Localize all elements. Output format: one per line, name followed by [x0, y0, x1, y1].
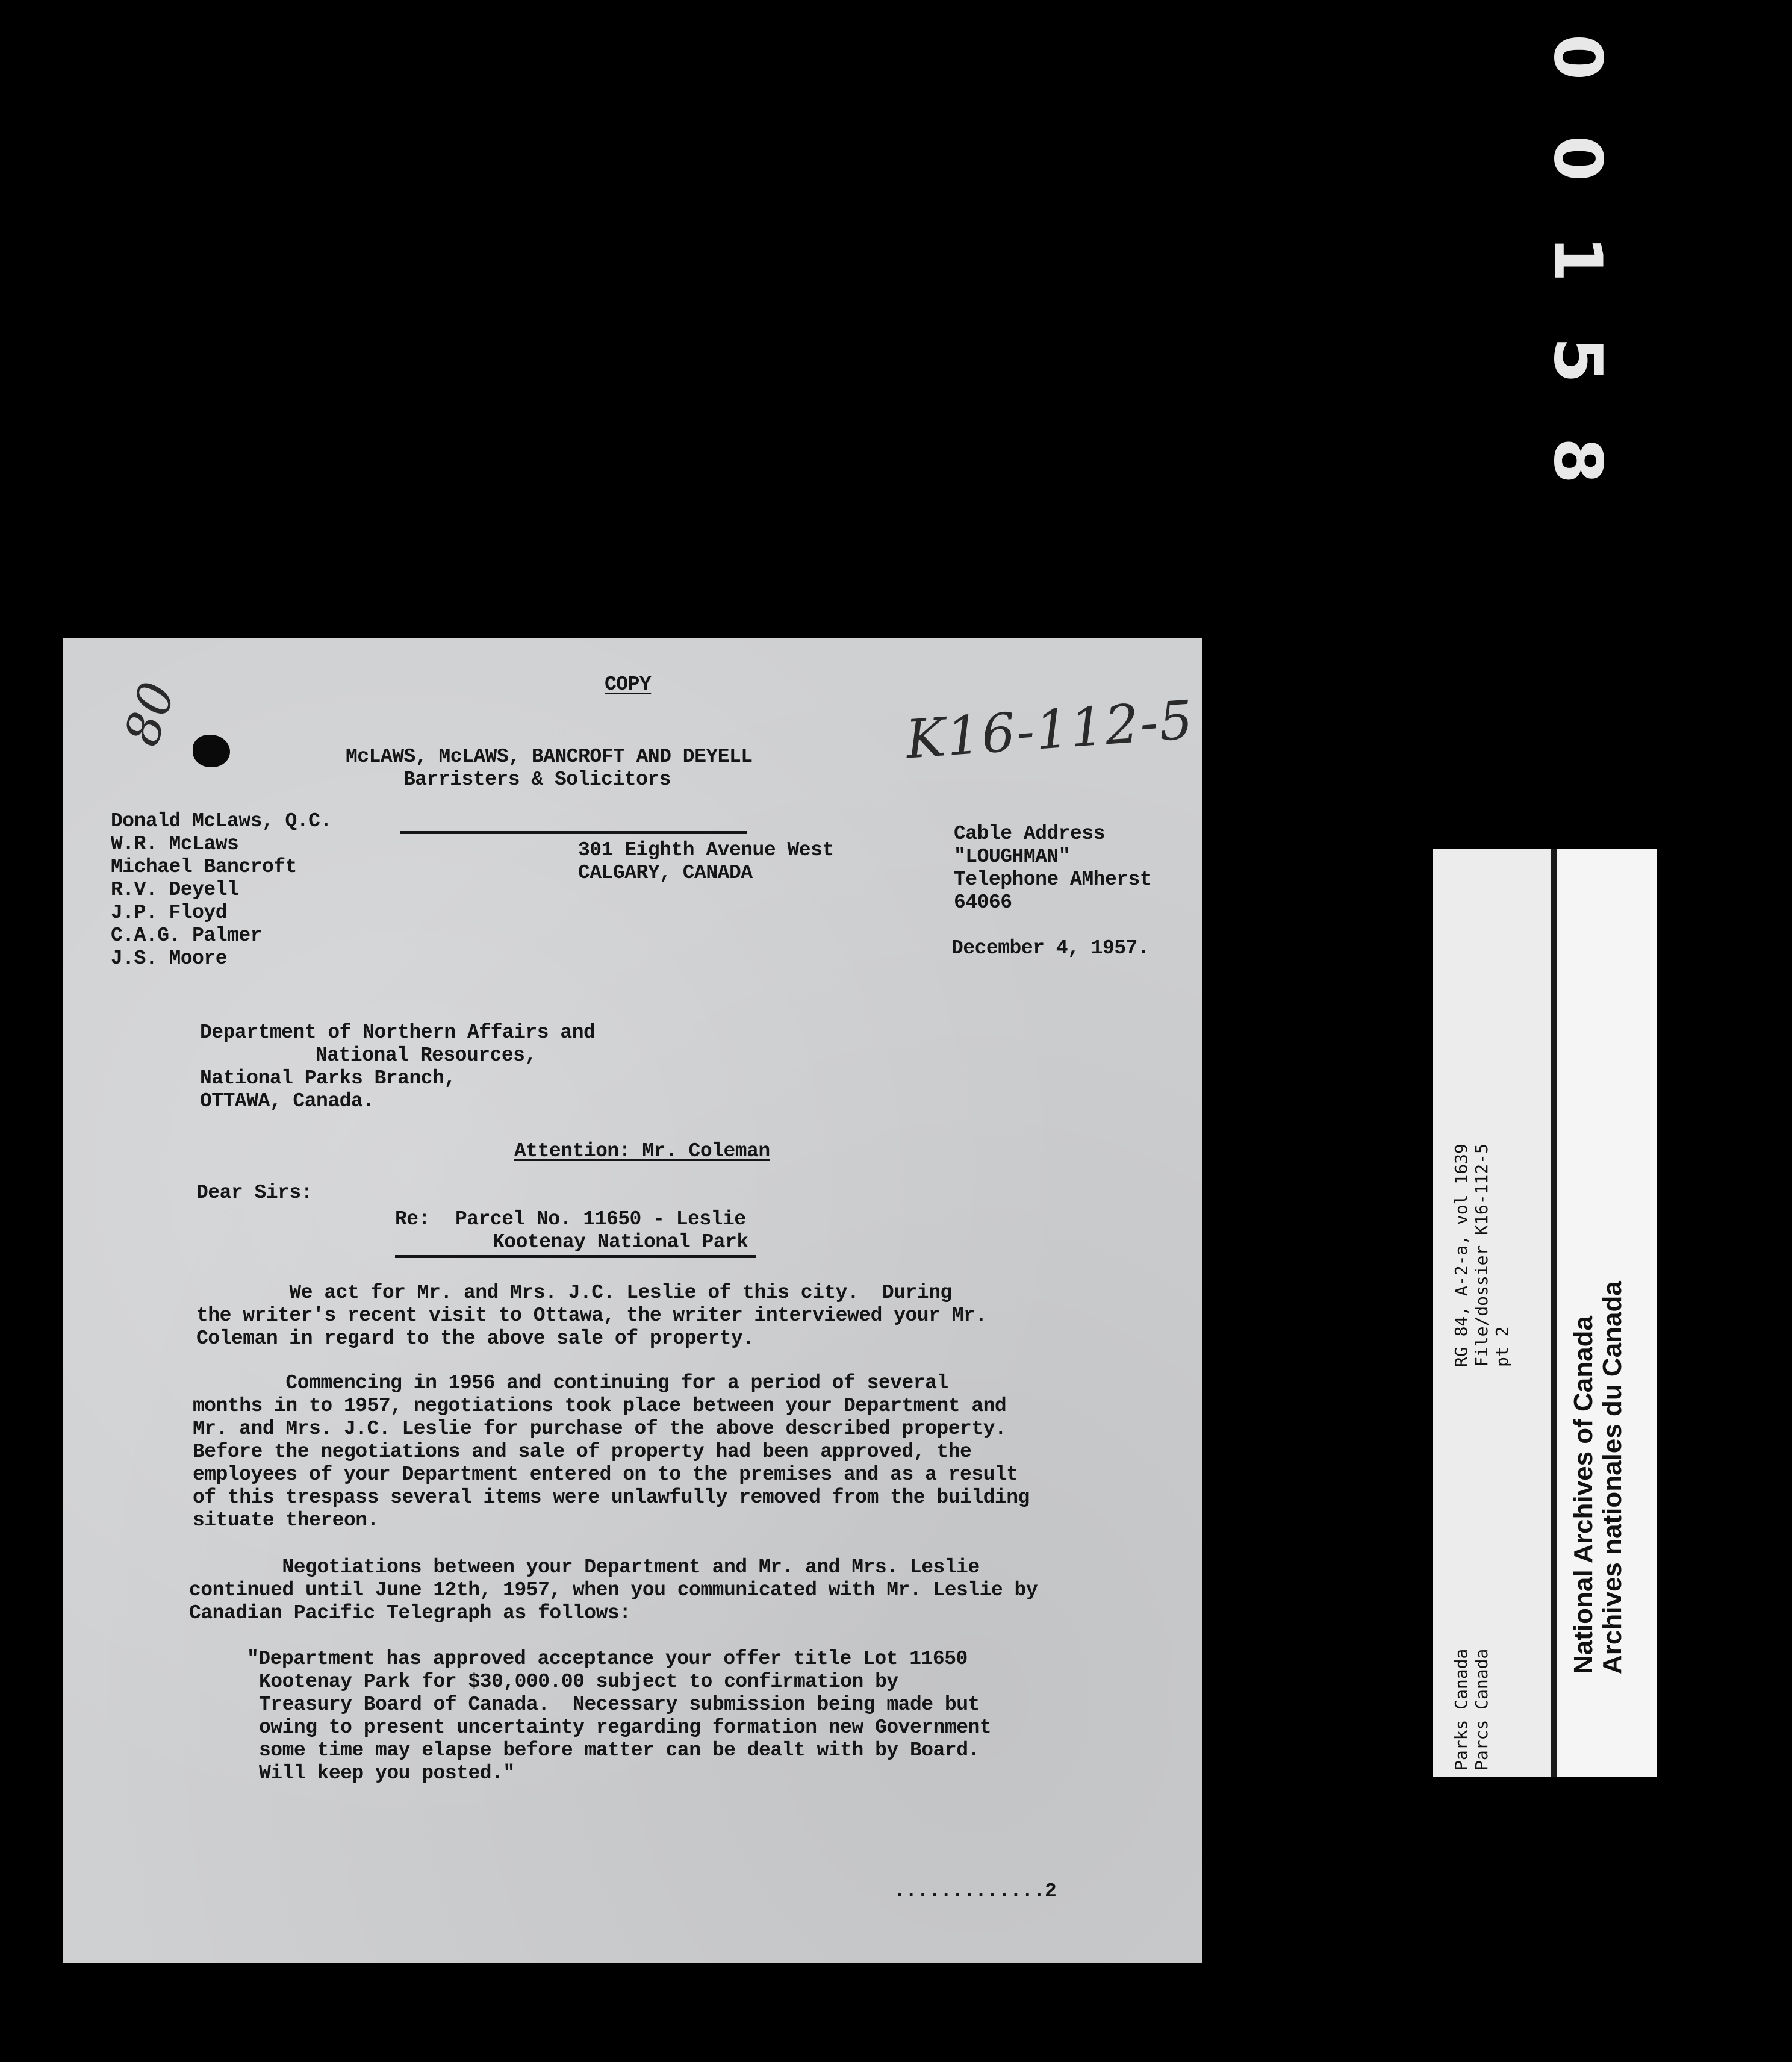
cable-line: 64066: [954, 891, 1012, 914]
address-city: CALGARY, CANADA: [578, 862, 753, 884]
archive-label: [1433, 849, 1657, 1777]
body-line: situate thereon.: [193, 1509, 379, 1531]
body-line: Commencing in 1956 and continuing for a period of several: [193, 1372, 948, 1394]
body-line: continued until June 12th, 1957, when you communicated with Mr. Leslie by: [189, 1579, 1038, 1601]
quote-line: Will keep you posted.": [259, 1762, 515, 1784]
re-label: Re:: [395, 1208, 430, 1230]
body-line: Canadian Pacific Telegraph as follows:: [189, 1602, 631, 1624]
body-line: Coleman in regard to the above sale of property.: [196, 1327, 754, 1350]
partner-name: R.V. Deyell: [111, 879, 239, 901]
reference-line: RG 84, A-2-a, vol 1639: [1451, 1144, 1471, 1367]
recipient-line: National Parks Branch,: [200, 1067, 456, 1089]
quote-line: owing to present uncertainty regarding formation new Government: [259, 1716, 992, 1739]
body-line: employees of your Department entered on to the premises and as a result: [193, 1463, 1018, 1486]
body-line: months in to 1957, negotiations took place between your Department and: [193, 1395, 1007, 1417]
partner-name: C.A.G. Palmer: [111, 924, 262, 947]
quote-line: "Department has approved acceptance your offer title Lot 11650: [247, 1648, 968, 1670]
firm-name: McLAWS, McLAWS, BANCROFT AND DEYELL: [346, 746, 753, 768]
recipient-line: National Resources,: [316, 1044, 537, 1067]
partner-name: Donald McLaws, Q.C.: [111, 810, 332, 832]
cable-line: Telephone AMherst: [954, 868, 1152, 891]
agency-line: Parks Canada: [1451, 1648, 1471, 1771]
attention-line: Attention: Mr. Coleman: [514, 1140, 770, 1162]
body-line: Mr. and Mrs. J.C. Leslie for purchase of the above described property.: [193, 1418, 1007, 1440]
agency-name: [1451, 1649, 1492, 1771]
ink-blot: [193, 735, 230, 767]
quote-line: Kootenay Park for $30,000.00 subject to confirmation by: [259, 1671, 898, 1693]
letter-page: [63, 638, 1202, 1963]
re-line-1: Parcel No. 11650 - Leslie: [455, 1208, 746, 1230]
partner-name: J.P. Floyd: [111, 902, 228, 924]
body-line: We act for Mr. and Mrs. J.C. Leslie of this city. During: [196, 1282, 952, 1304]
archives-name: [1569, 1281, 1627, 1674]
body-line: the writer's recent visit to Ottawa, the writer interviewed your Mr.: [196, 1304, 987, 1327]
quote-line: some time may elapse before matter can be dealt with by Board.: [259, 1739, 980, 1761]
frame-digit: 0: [1538, 135, 1616, 181]
firm-subtitle: Barristers & Solicitors: [403, 768, 671, 791]
salutation: Dear Sirs:: [196, 1182, 313, 1204]
handwritten-file-ref: K16-112-5: [903, 688, 1196, 771]
address-rule: [400, 831, 747, 834]
frame-digit: 1: [1538, 235, 1616, 282]
handwritten-folio: 80: [113, 674, 187, 753]
partner-name: J.S. Moore: [111, 947, 228, 970]
body-line: of this trespass several items were unlawfully removed from the building: [193, 1486, 1030, 1509]
archives-line-fr: Archives nationales du Canada: [1598, 1281, 1627, 1674]
archive-reference: [1451, 1144, 1513, 1367]
archives-line-en: National Archives of Canada: [1569, 1316, 1598, 1674]
recipient-line: OTTAWA, Canada.: [200, 1090, 375, 1112]
cable-line: "LOUGHMAN": [954, 846, 1071, 868]
address-street: 301 Eighth Avenue West: [578, 839, 834, 861]
agency-line: Parcs Canada: [1472, 1648, 1492, 1771]
reference-line: File/dossier K16-112-5: [1472, 1144, 1492, 1367]
page-continuation: .............2: [894, 1880, 1057, 1902]
copy-label: COPY: [605, 673, 652, 696]
partner-name: Michael Bancroft: [111, 856, 297, 878]
reference-line: pt 2: [1492, 1326, 1512, 1367]
partner-name: W.R. McLaws: [111, 833, 239, 855]
quote-line: Treasury Board of Canada. Necessary submission being made but: [259, 1693, 980, 1716]
re-underline: [395, 1255, 756, 1258]
body-line: Negotiations between your Department and Mr. and Mrs. Leslie: [189, 1556, 980, 1578]
re-line-2: Kootenay National Park: [493, 1231, 748, 1253]
cable-line: Cable Address: [954, 823, 1105, 845]
recipient-line: Department of Northern Affairs and: [200, 1021, 596, 1044]
frame-number: [1538, 24, 1616, 494]
letter-date: December 4, 1957.: [951, 937, 1150, 959]
frame-digit: 8: [1538, 437, 1616, 484]
frame-digit: 5: [1538, 337, 1616, 383]
body-line: Before the negotiations and sale of property had been approved, the: [193, 1441, 972, 1463]
frame-digit: 0: [1538, 34, 1616, 81]
